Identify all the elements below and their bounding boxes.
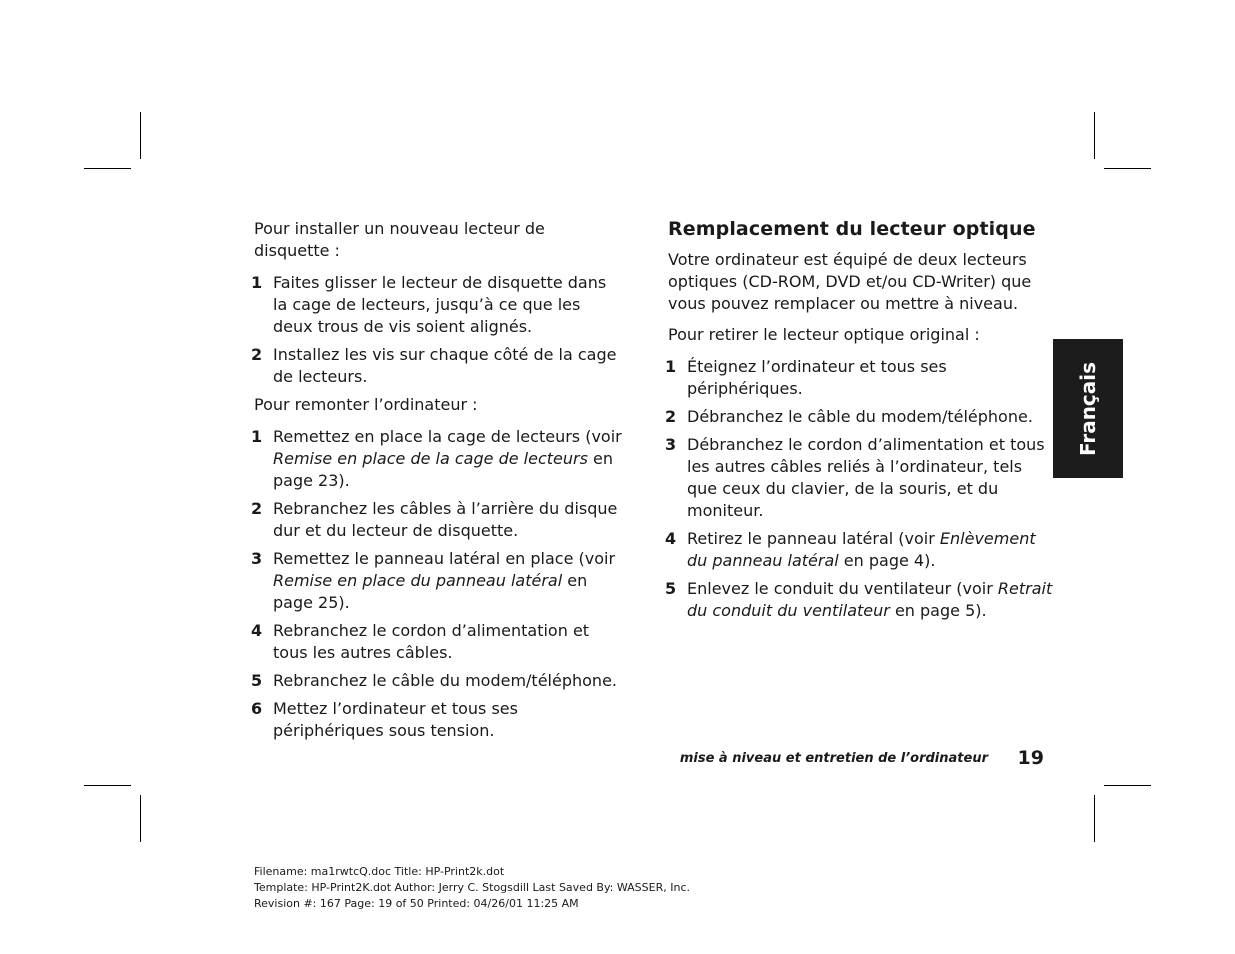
step-text: Mettez l’ordinateur et tous ses périphériques sous tension. — [273, 699, 518, 740]
crop-mark-bottom-left-horizontal — [84, 785, 131, 786]
step-number: 4 — [665, 529, 677, 548]
reassemble-step-1 — [251, 426, 624, 492]
step-number: 5 — [251, 671, 263, 690]
step-text: Débranchez le cordon d’alimentation et tous les autres câbles reliés à l’ordinateur, tels que ceux du clavier, de la souris, et du moniteur. — [687, 435, 1045, 520]
step-number: 3 — [251, 549, 263, 568]
crop-mark-bottom-right-horizontal — [1104, 785, 1151, 786]
reassemble-step-4 — [251, 620, 624, 664]
install-step-2 — [251, 344, 624, 388]
file-info-line: Filename: ma1rwtcQ.doc Title: HP-Print2k.dot — [254, 865, 505, 878]
crop-mark-top-left-horizontal — [84, 168, 131, 169]
remove-step-2 — [665, 406, 1053, 428]
step-text: Installez les vis sur chaque côté de la cage de lecteurs. — [273, 345, 617, 386]
step-text: Rebranchez le câble du modem/téléphone. — [273, 671, 617, 690]
install-intro: Pour installer un nouveau lecteur de disquette : — [254, 219, 545, 260]
right-column — [665, 217, 1053, 628]
install-step-1 — [251, 272, 624, 338]
step-text: en page 25). — [273, 571, 588, 612]
step-number: 2 — [665, 407, 677, 426]
cross-reference: Enlèvement du panneau latéral — [687, 529, 1036, 570]
step-text: Remettez le panneau latéral en place (voir — [273, 549, 616, 568]
remove-step-3 — [665, 434, 1053, 522]
cross-reference: Remise en place de la cage de lecteurs — [273, 449, 588, 468]
file-info-line: Revision #: 167 Page: 19 of 50 Printed: 04/26/01 11:25 AM — [254, 897, 579, 910]
step-text: en page 23). — [273, 449, 613, 490]
step-text: en page 4). — [838, 551, 936, 570]
crop-mark-top-left-vertical — [140, 112, 141, 159]
step-number: 1 — [251, 427, 263, 446]
step-number: 1 — [665, 357, 677, 376]
file-info — [254, 864, 690, 912]
step-text: Éteignez l’ordinateur et tous ses périphériques. — [687, 357, 947, 398]
cross-reference: Remise en place du panneau latéral — [273, 571, 563, 590]
step-number: 3 — [665, 435, 677, 454]
crop-mark-top-right-horizontal — [1104, 168, 1151, 169]
step-text: Faites glisser le lecteur de disquette dans la cage de lecteurs, jusqu’à ce que les deux trous de vis soient alignés. — [273, 273, 607, 336]
reassemble-step-6 — [251, 698, 624, 742]
section-heading: Remplacement du lecteur optique — [668, 218, 1036, 240]
remove-step-4 — [665, 528, 1053, 572]
running-footer-title: mise à niveau et entretien de l’ordinateur — [679, 751, 988, 766]
reassemble-step-3 — [251, 548, 624, 614]
step-text: Rebranchez les câbles à l’arrière du disque dur et du lecteur de disquette. — [273, 499, 618, 540]
crop-mark-top-right-vertical — [1094, 112, 1095, 159]
step-text: Rebranchez le cordon d’alimentation et tous les autres câbles. — [273, 621, 590, 662]
cross-reference: Retrait du conduit du ventilateur — [687, 579, 1053, 620]
language-tab-label: Français — [1076, 361, 1100, 456]
step-number: 2 — [251, 345, 263, 364]
step-number: 1 — [251, 273, 263, 292]
reassemble-step-2 — [251, 498, 624, 542]
step-text: Enlevez le conduit du ventilateur (voir — [687, 579, 998, 598]
file-info-line: Template: HP-Print2K.dot Author: Jerry C. Stogsdill Last Saved By: WASSER, Inc. — [254, 881, 690, 894]
step-number: 6 — [251, 699, 263, 718]
crop-mark-bottom-left-vertical — [140, 795, 141, 842]
remove-intro: Pour retirer le lecteur optique original : — [668, 325, 980, 344]
remove-step-1 — [665, 356, 1053, 400]
step-text: Retirez le panneau latéral (voir — [687, 529, 940, 548]
crop-mark-bottom-right-vertical — [1094, 795, 1095, 842]
step-number: 4 — [251, 621, 263, 640]
reassemble-step-5 — [251, 670, 624, 692]
step-number: 5 — [665, 579, 677, 598]
left-column — [251, 218, 624, 748]
step-number: 2 — [251, 499, 263, 518]
step-text: en page 5). — [889, 601, 987, 620]
step-text: Débranchez le câble du modem/téléphone. — [687, 407, 1033, 426]
step-text: Remettez en place la cage de lecteurs (voir — [273, 427, 622, 446]
remove-step-5 — [665, 578, 1053, 622]
page-number: 19 — [1017, 747, 1044, 769]
reassemble-intro: Pour remonter l’ordinateur : — [254, 395, 478, 414]
intro-paragraph: Votre ordinateur est équipé de deux lecteurs optiques (CD-ROM, DVD et/ou CD-Writer) que vous pouvez remplacer ou mettre à niveau. — [668, 250, 1032, 313]
language-tab — [1053, 339, 1123, 478]
